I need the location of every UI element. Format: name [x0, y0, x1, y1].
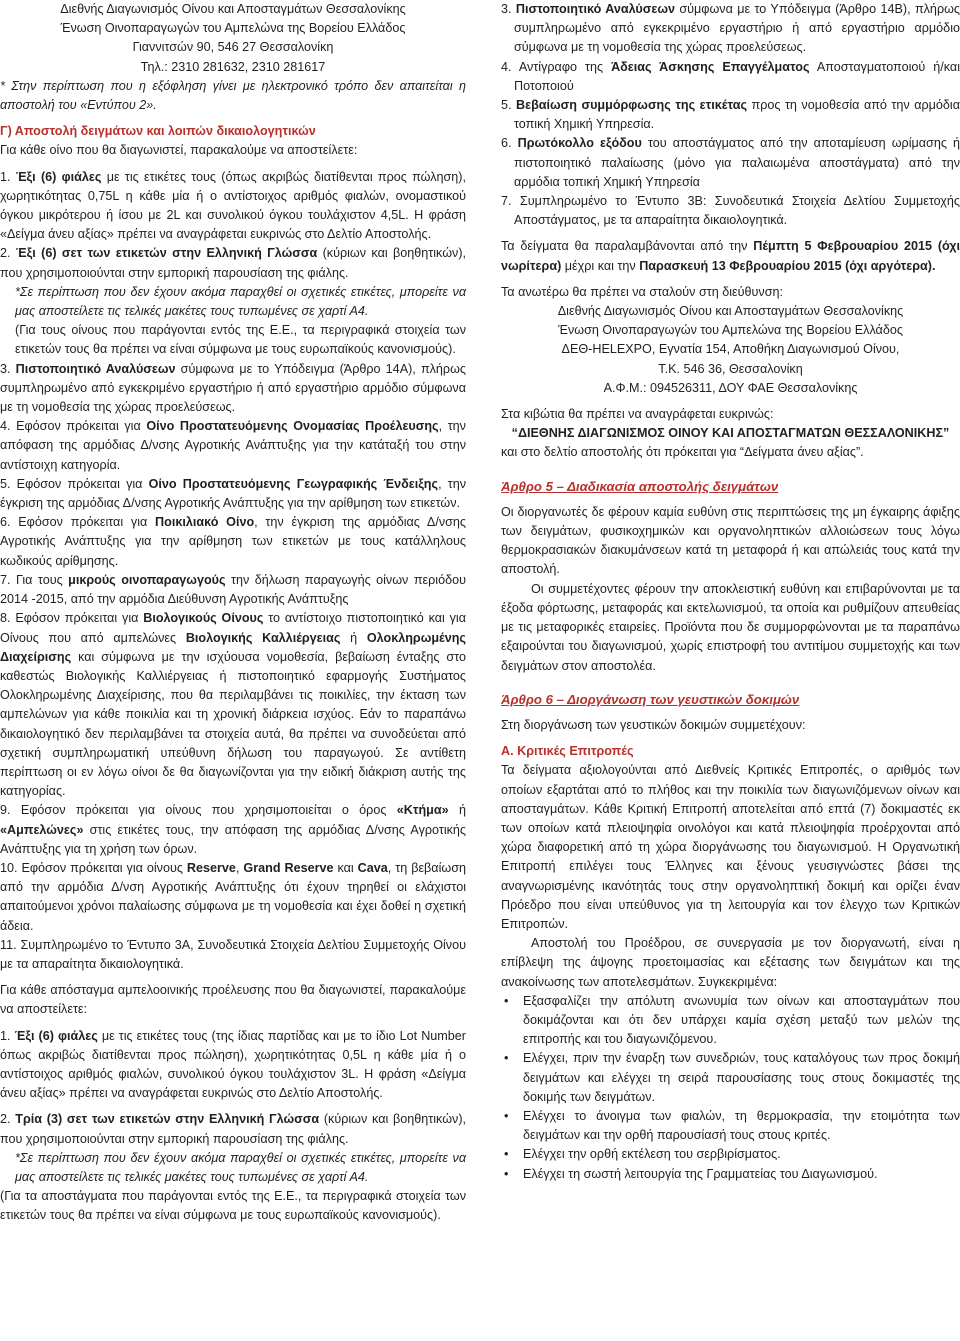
wine-item-2-note: *Σε περίπτωση που δεν έχουν ακόμα παραχθεί οι σχετικές ετικέτες, μπορείτε να μας αποστείλετε τις τελικές μακέτες τους τυπωμένες σε χαρτί Α4. [15, 284, 466, 319]
wine-item-7: 7. Για τους μικρούς οινοπαραγωγούς την δήλωση παραγωγής οίνων περιόδου 2014 -2015, από την αρμόδια Διεύθυνση Αγροτικής Ανάπτυξης [0, 572, 466, 607]
box-note: και στο δελτίο αποστολής ότι πρόκειται για “Δείγματα άνευ αξίας”. [501, 445, 864, 460]
article-6-paragraph: Αποστολή του Προέδρου, σε συνεργασία με τον διοργανωτή, είναι η επίβλεψη της άψογης προετοιμασίας και εξέτασης των δειγμάτων και της ανακοίνωσης των αποτελεσμάτων. Συγκεκριμένα: [501, 936, 960, 989]
section-title: Γ) Αποστολή δειγμάτων και λοιπών δικαιολογητικών [0, 124, 316, 139]
spirits-item-5: 5. Βεβαίωση συμμόρφωσης της ετικέτας προς τη νομοθεσία από την αρμόδια τοπική Χημική Υπηρεσία. [501, 98, 960, 132]
article-5-paragraph: Οι διοργανωτές δε φέρουν καμία ευθύνη στις περιπτώσεις της μη έγκαιρης άφιξης των δειγμάτων, φυσικοχημικών και οργανοληπτικών αλλοιώσεων τους λόγω θερμοκρασιακών διακυμάνσεων κατά τη μεταφορά ή και απώλειάς τους κατά την αποστολή. [501, 504, 960, 577]
spirits-item-6: 6. Πρωτόκολλο εξόδου του αποστάγματος από την αποταμίευση ωρίμασης ή πιστοποιητικό παλαίωσης (μόνο για παλαιωμένα αποστάγματα) από την αρμόδια τοπική Χημική Υπηρεσία [501, 136, 960, 189]
address-line: Τηλ.: 2310 281632, 2310 281617 [140, 59, 326, 74]
list-item: • Ελέγχει, πριν την έναρξη των συνεδριών, τους καταλόγους των προς δοκιμή δειγμάτων και ελέγχει τη σειρά παρουσίασης τους στους δοκιμαστές της δοκιμής των δειγμάτων. [501, 1049, 960, 1107]
address-line: Ένωση Οινοπαραγωγών του Αμπελώνα της Βορείου Ελλάδος [558, 323, 903, 338]
president-duties-list [501, 992, 960, 1184]
spirits-item-4: 4. Αντίγραφο της Άδειας Άσκησης Επαγγέλματος Αποσταγματοποιού ή/και Ποτοποιού [501, 59, 960, 93]
spirits-item-2-note: *Σε περίπτωση που δεν έχουν ακόμα παραχθεί οι σχετικές ετικέτες, μπορείτε να μας αποστείλετε τις τελικές μακέτες τους τυπωμένες σε χαρτί Α4. [15, 1150, 466, 1184]
address-line: Α.Φ.Μ.: 094526311, ΔΟΥ ΦΑΕ Θεσσαλονίκης [603, 380, 858, 395]
wine-item-4: 4. Εφόσον πρόκειται για Οίνο Προστατευόμενης Ονομασίας Προέλευσης, την απόφαση της αρμόδιας Δ/νσης Αγροτικής Ανάπτυξης για την κατάταξή του στην αντίστοιχη κατηγορία. [0, 419, 466, 472]
spirits-item-1: 1. Έξι (6) φιάλες με τις ετικέτες τους (της ίδιας παρτίδας και με το ίδιο Lot Number όπως ακριβώς διατίθενται προς πώληση), χωρητικότητας 0,5L η κάθε μία ή ο αντίστοιχος αριθμός φιαλών, συνολικού όγκου τουλάχιστον 3L. Η φράση «Δείγμα άνευ αξίας» πρέπει να αναγράφεται ευκρινώς στο Δελτίο Αποστολής. [0, 1028, 467, 1101]
address-line: Γιαννιτσών 90, 546 27 Θεσσαλονίκη [132, 40, 334, 55]
wine-item-6: 6. Εφόσον πρόκειται για Ποικιλιακό Οίνο, την έγκριση της αρμόδιας Δ/νσης Αγροτικής Ανάπτυξης για την αρίθμηση των ετικετών με τους κατάλληλους κωδικούς αρίθμησης. [0, 515, 466, 568]
left-column [0, 0, 466, 1226]
wine-item-5: 5. Εφόσον πρόκειται για Οίνο Προστατευόμενης Γεωγραφικής Ένδειξης, την έγκριση της αρμόδιας Δ/νσης Αγροτικής Ανάπτυξης για την αρίθμηση των ετικετών. [0, 476, 466, 511]
wine-item-11: 11. Συμπληρωμένο το Έντυπο 3Α, Συνοδευτικά Στοιχεία Δελτίου Συμμετοχής Οίνου με τα απαραίτητα δικαιολογητικά. [0, 937, 466, 971]
address-line: ΔΕΘ-HELEXPO, Εγνατία 154, Αποθήκη Διαγωνισμού Οίνου, [561, 342, 900, 357]
article-6-paragraph: Τα δείγματα αξιολογούνται από Διεθνείς Κριτικές Επιτροπές, ο αριθμός των οποίων εξαρτάται από το πλήθος και την ποικιλία των διαγωνιζόμενων οίνων και αποσταγμάτων. Κάθε Κριτική Επιτροπή αποτελείται από επτά (7) δοκιμαστές εκ των οποίων κατά πλειοψηφία οινολόγοι και κατά πλειοψηφία προέρχονται από χώρα διαφορετική από τη χώρα διοργάνωσης του διαγωνισμού. Η Οργανωτική Επιτροπή επιλέγει τους Έλληνες και ξένους γευσιγνώστες βάσει της αναγνωρισμένης ικανότητάς τους στην οργανοληπτική δοκιμή και ορίζει έναν Πρόεδρο που είναι υπεύθυνος για τη λειτουργία και τον έλεγχο των Κριτικών Επιτροπών. [501, 763, 960, 931]
article-5-title: Άρθρο 5 – Διαδικασία αποστολής δειγμάτων [501, 478, 779, 494]
subsection-title: Α. Κριτικές Επιτροπές [501, 744, 634, 759]
wine-item-2-eu: (Για τους οίνους που παράγονται εντός της Ε.Ε., τα περιγραφικά στοιχεία των ετικετών τους θα πρέπει να είναι σύμφωνα με τους ευρωπαϊκούς κανονισμούς). [15, 323, 466, 357]
wine-item-3: 3. Πιστοποιητικό Αναλύσεων σύμφωνα με το Υπόδειγμα (Άρθρο 14Α), πλήρως συμπληρωμένο από εγκεκριμένο εργαστήριο ή από εργαστήριο αρμόδιο σύμφωνα με τη νομοθεσία της χώρας προελεύσεως. [0, 361, 466, 415]
spirits-intro: Για κάθε απόσταγμα αμπελοοινικής προέλευσης που θα διαγωνιστεί, παρακαλούμε να αποστείλετε: [0, 983, 466, 1017]
address-line: Διεθνής Διαγωνισμός Οίνου και Αποσταγμάτων Θεσσαλονίκης [60, 2, 406, 16]
shipping-intro: Τα ανωτέρω θα πρέπει να σταλούν στη διεύθυνση: [501, 284, 783, 299]
wine-item-1: 1. Έξι (6) φιάλες με τις ετικέτες τους (όπως ακριβώς διατίθενται προς πώληση), χωρητικότητας 0,75L η κάθε μία ή ο αντίστοιχος αριθμός φιαλών, ονομαστικού όγκου μικρότερου ή ίσου με 2L και συνολικού όγκου τουλάχιστον 4,5L. Η φράση «Δείγμα άνευ αξίας» πρέπει να αναγράφεται ευκρινώς στο Δελτίο Αποστολής. [0, 169, 466, 242]
wine-item-10: 10. Εφόσον πρόκειται για οίνους Reserve, Grand Reserve και Cava, τη βεβαίωση από την αρμόδια Δ/νση Αγροτικής Ανάπτυξης ότι έχουν τηρηθεί οι ελάχιστοι απαιτούμενοι χρόνοι παλαίωσης σύμφωνα με τη νομοθεσία και έχει δοθεί η σχετική άδεια. [0, 860, 466, 933]
section-intro: Για κάθε οίνο που θα διαγωνιστεί, παρακαλούμε να αποστείλετε: [0, 143, 358, 158]
article-6-title: Άρθρο 6 – Διοργάνωση των γευστικών δοκιμών [501, 691, 800, 707]
list-item: • Ελέγχει το άνοιγμα των φιαλών, τη θερμοκρασία, την ετοιμότητα των δειγμάτων και την ορθή παρουσίασή τους στους κριτές. [501, 1107, 960, 1145]
wine-item-2: 2. Έξι (6) σετ των ετικετών στην Ελληνική Γλώσσα (κύριων και βοηθητικών), που χρησιμοποιούνται στην εμπορική παρουσίαση της φιάλης. [0, 246, 467, 280]
article-6-intro: Στη διοργάνωση των γευστικών δοκιμών συμμετέχουν: [501, 717, 806, 732]
organizer-address [0, 0, 466, 77]
article-5-paragraph: Οι συμμετέχοντες φέρουν την αποκλειστική ευθύνη και επιβαρύνονται με τα έξοδα φόρτωσης, μεταφοράς και εκτελωνισμού, τα οποία και ρυθμίζουν απευθείας με τις μεταφορικές εταιρείες. Προϊόντα που δε συμμορφώνονται με τα παραπάνω εξαιρούνται του διαγωνισμού, χωρίς επιστροφή του αντιτίμου συμμετοχής και των δειγμάτων στον αποστολέα. [501, 581, 960, 673]
right-column [501, 0, 960, 1184]
wine-item-8: 8. Εφόσον πρόκειται για Βιολογικούς Οίνους το αντίστοιχο πιστοποιητικό και για Οίνους που από αμπελώνες Βιολογικής Καλλιέργειας ή Ολοκληρωμένης Διαχείρισης και σύμφωνα με την ισχύουσα νομοθεσία, βεβαίωση ένταξης στο καθεστώς Βιολογικής Καλλιέργειας ή πιστοποιητικό εφαρμογής Συστήματος Ολοκληρωμένης Διαχείρισης, που θα περιλαμβάνει τις ποικιλίες, την έκταση των αμπελώνων για κάθε ποικιλία και τη χρονική διάρκεια ισχύος. Εάν το παραπάνω δικαιολογητικό δεν περιλαμβάνει τα στοιχεία αυτά, θα πρέπει να συνοδεύεται από σχετική συμπληρωματική υπεύθυνη δήλωση του παραγωγού. Σε αντίθετη περίπτωση οι εν λόγω οίνοι δε θα διαγωνίζονται για την ειδική διάκριση αυτής της κατηγορίας. [0, 611, 466, 799]
list-item: • Ελέγχει την ορθή εκτέλεση του σερβιρίσματος. [501, 1145, 960, 1164]
wine-item-9: 9. Εφόσον πρόκειται για οίνους που χρησιμοποιείται ο όρος «Κτήμα» ή «Αμπελώνες» στις ετικέτες τους, την απόφαση της αρμόδιας Δ/νσης Αγροτικής Ανάπτυξης για τη χρήση των όρων. [0, 803, 466, 856]
shipping-address [501, 302, 960, 398]
spirits-item-2: 2. Τρία (3) σετ των ετικετών στην Ελληνική Γλώσσα (κύριων και βοηθητικών), που χρησιμοποιούνται στην εμπορική παρουσίαση της φιάλης. [0, 1112, 467, 1146]
spirits-item-3: 3. Πιστοποιητικό Αναλύσεων σύμφωνα με το Υπόδειγμα (Άρθρο 14Β), πλήρως συμπληρωμένο από εγκεκριμένο εργαστήριο ή από εργαστήριο αρμόδιο σύμφωνα με τη νομοθεσία της χώρας προελεύσεως. [501, 2, 960, 55]
payment-note: * Στην περίπτωση που η εξόφληση γίνει με ηλεκτρονικό τρόπο δεν απαιτείται η αποστολή του «Εντύπου 2». [0, 78, 466, 113]
address-line: Τ.Κ. 546 36, Θεσσαλονίκη [658, 361, 803, 376]
box-label: “ΔΙΕΘΝΗΣ ΔΙΑΓΩΝΙΣΜΟΣ ΟΙΝΟΥ ΚΑΙ ΑΠΟΣΤΑΓΜΑΤΩΝ ΘΕΣΣΑΛΟΝΙΚΗΣ” [511, 426, 950, 441]
box-intro: Στα κιβώτια θα πρέπει να αναγράφεται ευκρινώς: [501, 407, 774, 422]
receipt-dates: Τα δείγματα θα παραλαμβάνονται από την Πέμπτη 5 Φεβρουαρίου 2015 (όχι νωρίτερα) μέχρι και την Παρασκευή 13 Φεβρουαρίου 2015 (όχι αργότερα). [501, 239, 960, 273]
spirits-item-7: 7. Συμπληρωμένο το Έντυπο 3Β: Συνοδευτικά Στοιχεία Δελτίου Συμμετοχής Αποστάγματος, με τα απαραίτητα δικαιολογητικά. [501, 194, 960, 228]
address-line: Ένωση Οινοπαραγωγών του Αμπελώνα της Βορείου Ελλάδος [60, 21, 406, 36]
list-item: • Εξασφαλίζει την απόλυτη ανωνυμία των οίνων και αποσταγμάτων που δοκιμάζονται και ότι δεν υπάρχει καμία σχέση μεταξύ των μελών της επιτροπής και του διαγωνιζόμενου. [501, 992, 960, 1050]
spirits-item-2-eu: (Για τα αποστάγματα που παράγονται εντός της Ε.Ε., τα περιγραφικά στοιχεία των ετικετών τους θα πρέπει να είναι σύμφωνα με τους ευρωπαϊκούς κανονισμούς). [0, 1189, 466, 1223]
address-line: Διεθνής Διαγωνισμός Οίνου και Αποσταγμάτων Θεσσαλονίκης [557, 304, 904, 319]
list-item: • Ελέγχει τη σωστή λειτουργία της Γραμματείας του Διαγωνισμού. [501, 1165, 960, 1184]
